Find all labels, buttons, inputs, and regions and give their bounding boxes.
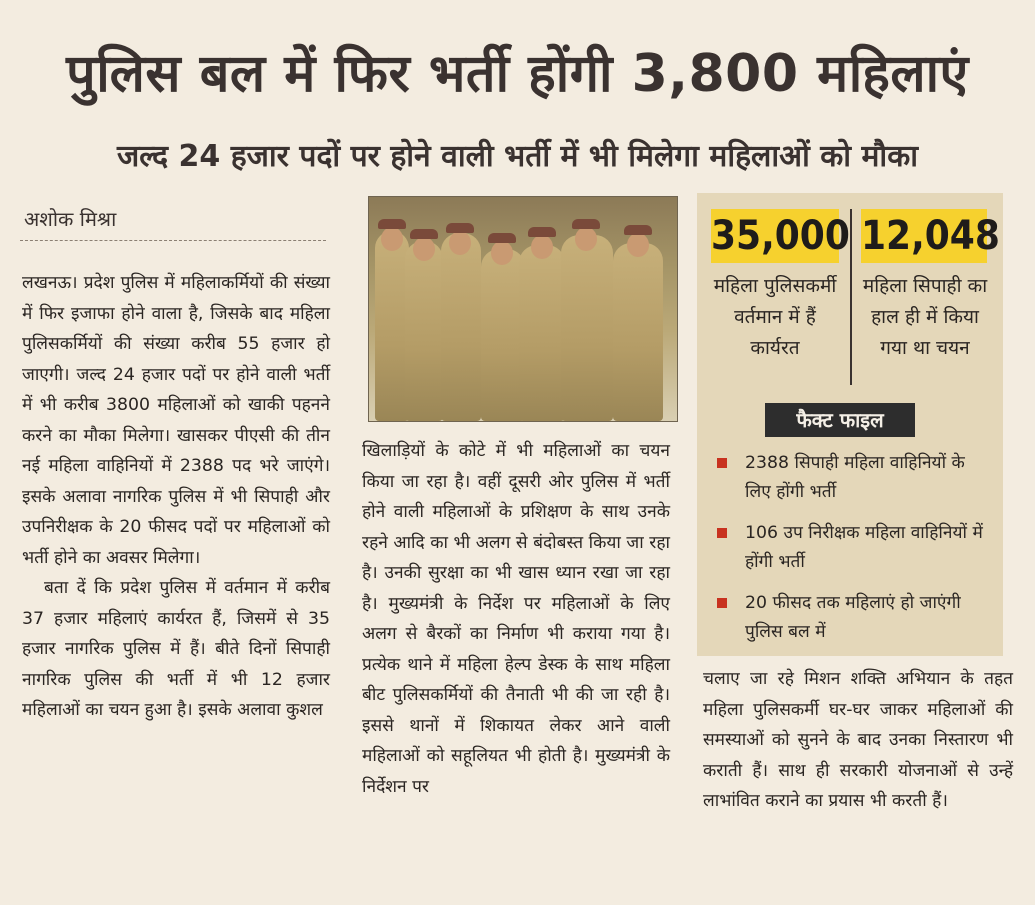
photo-head <box>449 231 471 255</box>
photo-cap <box>624 225 652 235</box>
stat-label-selected: महिला सिपाही का हाल ही में किया गया था चयन <box>862 275 988 359</box>
police-women-photo <box>368 196 678 422</box>
fact-text: 20 फीसद तक महिलाएं हो जाएंगी पुलिस बल में <box>745 593 961 642</box>
article-column-1 <box>22 268 330 726</box>
photo-figure <box>375 231 409 421</box>
photo-figure <box>405 241 443 421</box>
column2-paragraph1: खिलाड़ियों के कोटे में भी महिलाओं का चयन किया जा रहा है। वहीं दूसरी ओर पुलिस में भर्ती होने वाली महिलाओं के प्रशिक्षण के साथ उनके रहने आदि का भी अलग से बंदोबस्त किया जा रहा है। उनकी सुरक्षा का भी खास ध्यान रखा जा रहा है। मुख्यमंत्री के निर्देश पर महिलाओं के लिए अलग से बैरकों का निर्माण भी कराया गया है। प्रत्येक थाने में महिला हेल्प डेस्क के साथ महिला बीट पुलिसकर्मियों की तैनाती भी की जा रही है। इससे थानों में शिकायत लेकर आने वाली महिलाओं को सहूलियत भी होती है। मुख्यमंत्री के निर्देशन पर <box>362 441 670 797</box>
photo-figure <box>561 235 613 421</box>
photo-cap <box>488 233 516 243</box>
square-bullet-icon <box>717 528 727 538</box>
photo-cap <box>378 219 406 229</box>
photo-cap <box>446 223 474 233</box>
photo-cap <box>528 227 556 237</box>
fact-box <box>697 193 1003 656</box>
stat-divider <box>850 209 852 385</box>
column3-paragraph1: चलाए जा रहे मिशन शक्ति अभियान के तहत महिला पुलिसकर्मी घर-घर जाकर महिलाओं की समस्याओं को सुनने के बाद उनका निस्तारण भी कराती हैं। साथ ही सरकारी योजनाओं से उन्हें लाभांवित कराने का प्रयास भी करती हैं। <box>703 669 1013 811</box>
column1-paragraph1: लखनऊ। प्रदेश पुलिस में महिलाकर्मियों की संख्या में फिर इजाफा होने वाला है, जिसके बाद महिला पुलिसकर्मियों की संख्या करीब 55 हजार हो जाएगी। जल्द 24 हजार पदों पर होने वाली भर्ती में भी करीब 3800 महिलाओं को खाकी पहनने करने का मौका मिलेगा। खासकर पीएसी की तीन नई महिला वाहिनियों में 2388 पद भरे जाएंगे। इसके अलावा नागरिक पुलिस में भी सिपाही और उपनिरीक्षक के 20 फीसद पदों पर महिलाओं को भर्ती होने का अवसर मिलेगा। <box>22 273 330 568</box>
photo-head <box>531 235 553 259</box>
article-column-3 <box>703 664 1013 817</box>
fact-file-title: फैक्ट फाइल <box>765 403 915 437</box>
column1-paragraph2: बता दें कि प्रदेश पुलिस में वर्तमान में करीब 37 हजार महिलाएं कार्यरत हैं, जिसमें से 35 हजार नागरिक पुलिस में हैं। बीते दिनों सिपाही नागरिक पुलिस की भर्ती में भी 12 हजार महिलाओं का चयन हुआ है। इसके अलावा कुशल <box>22 578 330 720</box>
square-bullet-icon <box>717 458 727 468</box>
fact-list <box>717 449 987 659</box>
stat-label-working: महिला पुलिसकर्मी वर्तमान में हैं कार्यरत <box>713 275 837 359</box>
photo-head <box>627 233 649 257</box>
fact-item <box>717 449 987 507</box>
fact-text: 2388 सिपाही महिला वाहिनियों के लिए होंगी भर्ती <box>745 453 965 502</box>
photo-head <box>575 227 597 251</box>
byline: अशोक मिश्रा <box>24 207 117 231</box>
fact-item <box>717 589 987 647</box>
stat-number-working: 35,000 <box>711 209 839 263</box>
photo-head <box>381 227 403 251</box>
photo-figure <box>519 245 565 421</box>
photo-cap <box>572 219 600 229</box>
photo-figure <box>613 243 663 421</box>
subheadline: जल्द 24 हजार पदों पर होने वाली भर्ती में भी मिलेगा महिलाओं को मौका <box>116 139 919 174</box>
article-column-2 <box>362 436 670 802</box>
fact-item <box>717 519 987 577</box>
headline: पुलिस बल में फिर भर्ती होंगी 3,800 महिलाएं <box>66 44 969 104</box>
photo-head <box>413 237 435 261</box>
photo-figure <box>441 233 481 421</box>
fact-text: 106 उप निरीक्षक महिला वाहिनियों में होंगी भर्ती <box>745 523 983 572</box>
photo-head <box>491 241 513 265</box>
square-bullet-icon <box>717 598 727 608</box>
stat-number-selected: 12,048 <box>861 209 987 263</box>
photo-cap <box>410 229 438 239</box>
byline-divider <box>20 240 326 241</box>
